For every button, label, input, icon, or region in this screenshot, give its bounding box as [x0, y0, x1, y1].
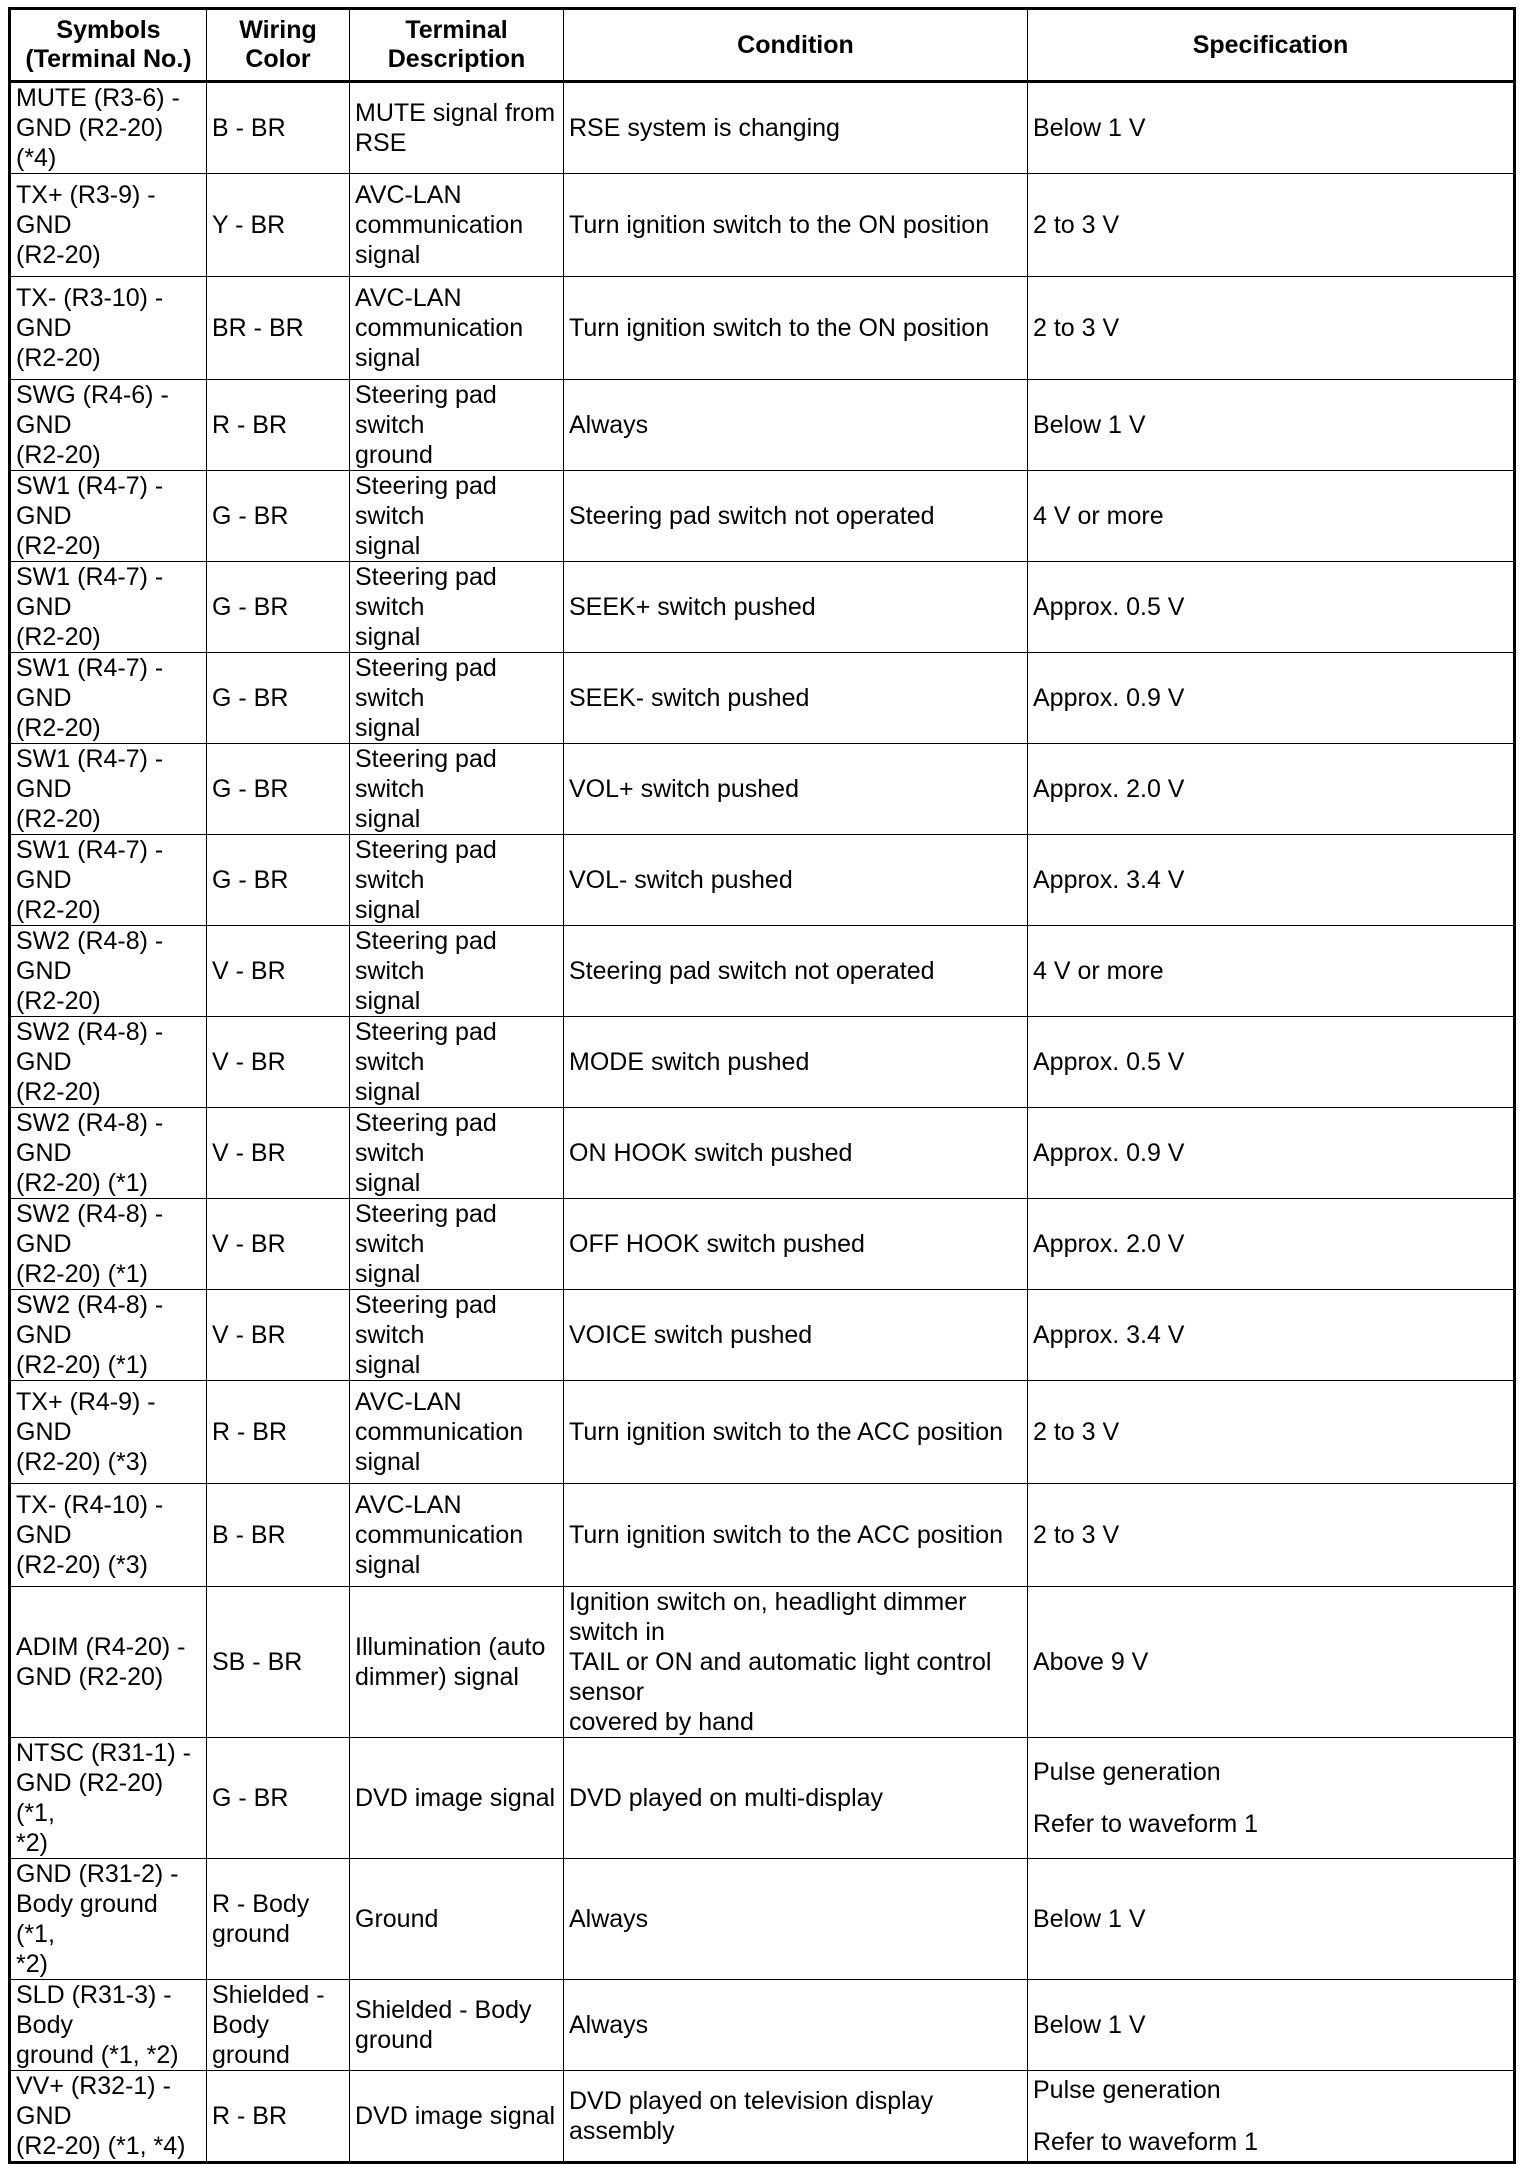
- cell-wiring-color: G - BR: [207, 835, 350, 926]
- cell-condition: Always: [564, 380, 1028, 471]
- table-row: [10, 1980, 1515, 2071]
- table-row: [10, 653, 1515, 744]
- cell-symbols: SW1 (R4-7) - GND (R2-20): [10, 471, 207, 562]
- table-row: [10, 277, 1515, 380]
- cell-symbols: ADIM (R4-20) - GND (R2-20): [10, 1587, 207, 1738]
- cell-specification: 4 V or more: [1028, 471, 1515, 562]
- cell-terminal-description: Steering pad switch signal: [350, 562, 564, 653]
- cell-symbols: SW1 (R4-7) - GND (R2-20): [10, 562, 207, 653]
- cell-wiring-color: R - Body ground: [207, 1859, 350, 1980]
- cell-condition: RSE system is changing: [564, 82, 1028, 174]
- cell-symbols: SW2 (R4-8) - GND (R2-20) (*1): [10, 1108, 207, 1199]
- cell-wiring-color: R - BR: [207, 2071, 350, 2163]
- cell-terminal-description: Steering pad switch signal: [350, 1199, 564, 1290]
- cell-condition: Turn ignition switch to the ON position: [564, 277, 1028, 380]
- table-row: [10, 2071, 1515, 2163]
- cell-specification: Below 1 V: [1028, 1859, 1515, 1980]
- cell-specification: 2 to 3 V: [1028, 174, 1515, 277]
- table-row: [10, 562, 1515, 653]
- cell-specification: [1028, 2071, 1515, 2163]
- cell-terminal-description: Steering pad switch signal: [350, 471, 564, 562]
- table-row: [10, 926, 1515, 1017]
- terminal-spec-table: [8, 7, 1516, 2164]
- header-terminal-description: Terminal Description: [350, 9, 564, 82]
- table-body: [10, 82, 1515, 2163]
- table-row: [10, 1381, 1515, 1484]
- table-row: [10, 380, 1515, 471]
- cell-condition: Turn ignition switch to the ACC position: [564, 1484, 1028, 1587]
- cell-condition: Turn ignition switch to the ACC position: [564, 1381, 1028, 1484]
- table-row: [10, 1859, 1515, 1980]
- cell-specification: Above 9 V: [1028, 1587, 1515, 1738]
- cell-terminal-description: DVD image signal: [350, 2071, 564, 2163]
- cell-specification: 2 to 3 V: [1028, 277, 1515, 380]
- cell-specification: Approx. 2.0 V: [1028, 1199, 1515, 1290]
- cell-symbols: SW2 (R4-8) - GND (R2-20) (*1): [10, 1290, 207, 1381]
- cell-symbols: VV+ (R32-1) - GND (R2-20) (*1, *4): [10, 2071, 207, 2163]
- cell-condition: VOL- switch pushed: [564, 835, 1028, 926]
- cell-condition: Always: [564, 1859, 1028, 1980]
- cell-condition: VOL+ switch pushed: [564, 744, 1028, 835]
- cell-condition: MODE switch pushed: [564, 1017, 1028, 1108]
- table-row: [10, 1587, 1515, 1738]
- cell-wiring-color: SB - BR: [207, 1587, 350, 1738]
- cell-symbols: SLD (R31-3) - Body ground (*1, *2): [10, 1980, 207, 2071]
- cell-specification: [1028, 1738, 1515, 1859]
- header-condition: Condition: [564, 9, 1028, 82]
- header-row: [10, 9, 1515, 82]
- table-row: [10, 744, 1515, 835]
- cell-specification: Below 1 V: [1028, 82, 1515, 174]
- cell-wiring-color: V - BR: [207, 926, 350, 1017]
- cell-specification: Approx. 3.4 V: [1028, 1290, 1515, 1381]
- cell-symbols: GND (R31-2) - Body ground (*1, *2): [10, 1859, 207, 1980]
- cell-terminal-description: Ground: [350, 1859, 564, 1980]
- cell-condition: Always: [564, 1980, 1028, 2071]
- table-row: [10, 835, 1515, 926]
- cell-terminal-description: Illumination (auto dimmer) signal: [350, 1587, 564, 1738]
- cell-symbols: SW2 (R4-8) - GND (R2-20): [10, 1017, 207, 1108]
- cell-specification: 4 V or more: [1028, 926, 1515, 1017]
- cell-symbols: SW2 (R4-8) - GND (R2-20) (*1): [10, 1199, 207, 1290]
- cell-specification: Approx. 3.4 V: [1028, 835, 1515, 926]
- cell-specification: Approx. 0.5 V: [1028, 1017, 1515, 1108]
- cell-condition: VOICE switch pushed: [564, 1290, 1028, 1381]
- cell-condition: SEEK+ switch pushed: [564, 562, 1028, 653]
- cell-condition: Steering pad switch not operated: [564, 926, 1028, 1017]
- cell-wiring-color: V - BR: [207, 1199, 350, 1290]
- table-header: [10, 9, 1515, 82]
- cell-terminal-description: Steering pad switch signal: [350, 926, 564, 1017]
- cell-wiring-color: B - BR: [207, 1484, 350, 1587]
- cell-terminal-description: Steering pad switch signal: [350, 653, 564, 744]
- cell-symbols: TX- (R4-10) - GND (R2-20) (*3): [10, 1484, 207, 1587]
- table-row: [10, 1108, 1515, 1199]
- cell-wiring-color: G - BR: [207, 471, 350, 562]
- cell-condition: Turn ignition switch to the ON position: [564, 174, 1028, 277]
- spec-line: Refer to waveform 1: [1033, 1810, 1259, 1838]
- header-wiring-color: Wiring Color: [207, 9, 350, 82]
- cell-terminal-description: Steering pad switch signal: [350, 1108, 564, 1199]
- cell-specification: Approx. 0.5 V: [1028, 562, 1515, 653]
- cell-terminal-description: DVD image signal: [350, 1738, 564, 1859]
- cell-terminal-description: Steering pad switch ground: [350, 380, 564, 471]
- cell-terminal-description: MUTE signal from RSE: [350, 82, 564, 174]
- cell-condition: DVD played on television display assembly: [564, 2071, 1028, 2163]
- cell-terminal-description: AVC-LAN communication signal: [350, 277, 564, 380]
- spec-line: Pulse generation: [1033, 1758, 1221, 1786]
- table-row: [10, 1017, 1515, 1108]
- cell-wiring-color: Y - BR: [207, 174, 350, 277]
- table-row: [10, 174, 1515, 277]
- cell-terminal-description: AVC-LAN communication signal: [350, 1381, 564, 1484]
- cell-specification: 2 to 3 V: [1028, 1484, 1515, 1587]
- cell-wiring-color: G - BR: [207, 562, 350, 653]
- cell-specification: Below 1 V: [1028, 380, 1515, 471]
- cell-terminal-description: Steering pad switch signal: [350, 835, 564, 926]
- cell-terminal-description: Steering pad switch signal: [350, 744, 564, 835]
- cell-condition: OFF HOOK switch pushed: [564, 1199, 1028, 1290]
- cell-wiring-color: V - BR: [207, 1290, 350, 1381]
- cell-symbols: SWG (R4-6) - GND (R2-20): [10, 380, 207, 471]
- cell-terminal-description: Steering pad switch signal: [350, 1290, 564, 1381]
- table-row: [10, 1290, 1515, 1381]
- cell-wiring-color: R - BR: [207, 380, 350, 471]
- cell-terminal-description: AVC-LAN communication signal: [350, 1484, 564, 1587]
- spec-line: Pulse generation: [1033, 2076, 1221, 2104]
- cell-specification: Approx. 0.9 V: [1028, 1108, 1515, 1199]
- cell-symbols: MUTE (R3-6) - GND (R2-20) (*4): [10, 82, 207, 174]
- cell-wiring-color: R - BR: [207, 1381, 350, 1484]
- cell-symbols: TX+ (R3-9) - GND (R2-20): [10, 174, 207, 277]
- cell-condition: Steering pad switch not operated: [564, 471, 1028, 562]
- cell-wiring-color: V - BR: [207, 1017, 350, 1108]
- cell-terminal-description: Shielded - Body ground: [350, 1980, 564, 2071]
- cell-terminal-description: Steering pad switch signal: [350, 1017, 564, 1108]
- cell-wiring-color: V - BR: [207, 1108, 350, 1199]
- cell-symbols: SW1 (R4-7) - GND (R2-20): [10, 835, 207, 926]
- header-symbols: Symbols (Terminal No.): [10, 9, 207, 82]
- cell-wiring-color: BR - BR: [207, 277, 350, 380]
- header-specification: Specification: [1028, 9, 1515, 82]
- cell-wiring-color: B - BR: [207, 82, 350, 174]
- cell-wiring-color: G - BR: [207, 1738, 350, 1859]
- cell-condition: SEEK- switch pushed: [564, 653, 1028, 744]
- cell-symbols: SW2 (R4-8) - GND (R2-20): [10, 926, 207, 1017]
- cell-wiring-color: G - BR: [207, 653, 350, 744]
- cell-wiring-color: G - BR: [207, 744, 350, 835]
- table-row: [10, 82, 1515, 174]
- table-row: [10, 1199, 1515, 1290]
- cell-symbols: SW1 (R4-7) - GND (R2-20): [10, 653, 207, 744]
- cell-symbols: NTSC (R31-1) - GND (R2-20) (*1, *2): [10, 1738, 207, 1859]
- spec-line: Refer to waveform 1: [1033, 2128, 1259, 2156]
- cell-specification: 2 to 3 V: [1028, 1381, 1515, 1484]
- cell-symbols: SW1 (R4-7) - GND (R2-20): [10, 744, 207, 835]
- cell-specification: Below 1 V: [1028, 1980, 1515, 2071]
- table-row: [10, 1738, 1515, 1859]
- cell-condition: Ignition switch on, headlight dimmer switch in TAIL or ON and automatic light control sensor covered by hand: [564, 1587, 1028, 1738]
- table-row: [10, 1484, 1515, 1587]
- cell-condition: DVD played on multi-display: [564, 1738, 1028, 1859]
- cell-symbols: TX+ (R4-9) - GND (R2-20) (*3): [10, 1381, 207, 1484]
- cell-condition: ON HOOK switch pushed: [564, 1108, 1028, 1199]
- table-row: [10, 471, 1515, 562]
- cell-wiring-color: Shielded - Body ground: [207, 1980, 350, 2071]
- cell-specification: Approx. 2.0 V: [1028, 744, 1515, 835]
- cell-specification: Approx. 0.9 V: [1028, 653, 1515, 744]
- cell-symbols: TX- (R3-10) - GND (R2-20): [10, 277, 207, 380]
- cell-terminal-description: AVC-LAN communication signal: [350, 174, 564, 277]
